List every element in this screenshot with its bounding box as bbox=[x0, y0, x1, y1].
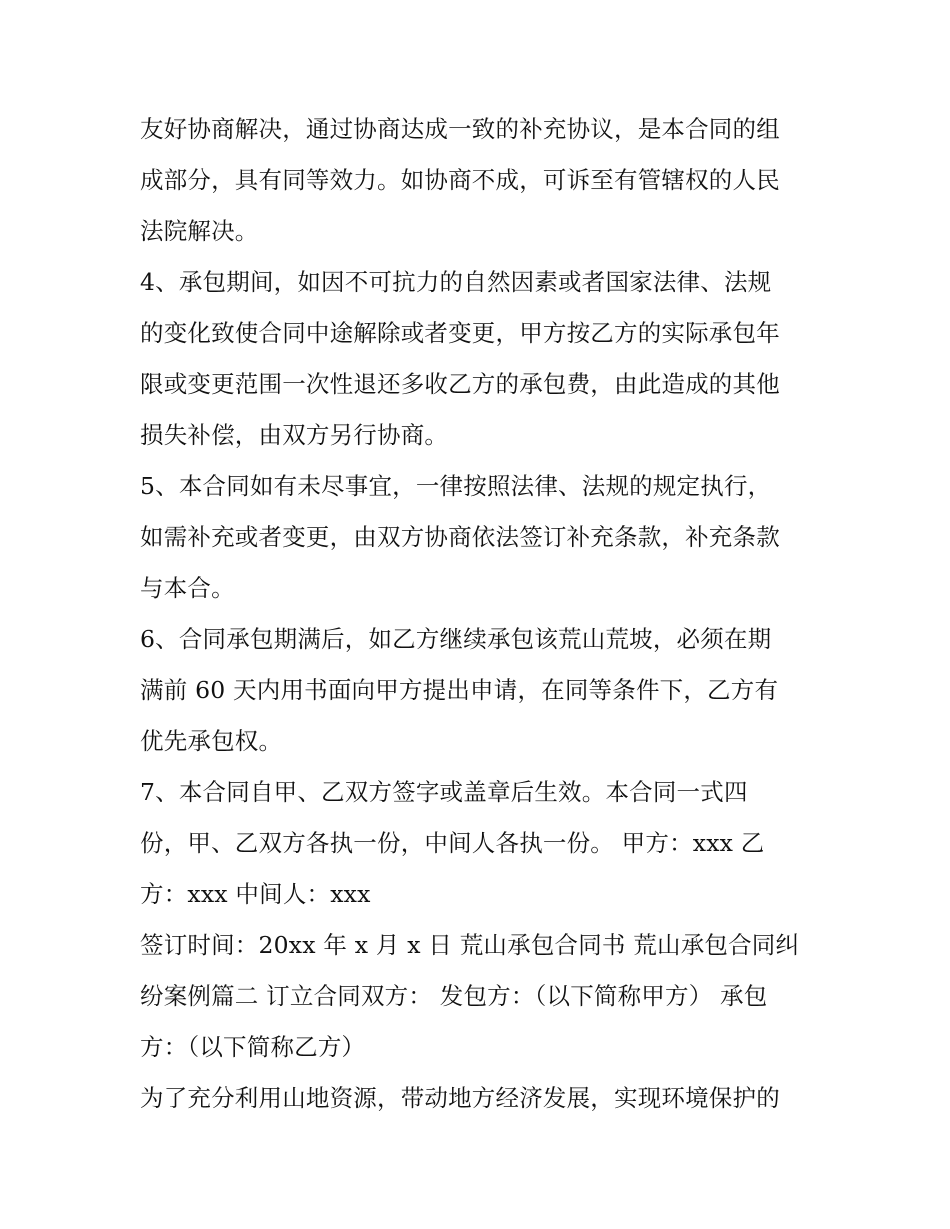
text-line: 方：xxx 中间人：xxx bbox=[140, 880, 371, 908]
text-line: 友好协商解决，通过协商达成一致的补充协议，是本合同的组 bbox=[140, 115, 780, 143]
text-line: 7、本合同自甲、乙双方签字或盖章后生效。本合同一式四 bbox=[140, 778, 748, 806]
text-line: 纷案例篇二 订立合同双方： 发包方：（以下简称甲方） 承包 bbox=[140, 982, 768, 1010]
text-line: 方：（以下简称乙方） bbox=[140, 1033, 366, 1061]
text-line: 6、合同承包期满后，如乙方继续承包该荒山荒坡，必须在期 bbox=[140, 625, 772, 653]
text-line: 如需补充或者变更，由双方协商依法签订补充条款，补充条款 bbox=[140, 523, 780, 551]
text-line: 满前 60 天内用书面向甲方提出申请，在同等条件下，乙方有 bbox=[140, 676, 779, 704]
text-line: 份，甲、乙双方各执一份，中间人各执一份。 甲方：xxx 乙 bbox=[140, 829, 765, 857]
text-line: 4、承包期间，如因不可抗力的自然因素或者国家法律、法规 bbox=[140, 268, 772, 296]
text-line: 法院解决。 bbox=[140, 217, 259, 245]
text-line: 签订时间：20xx 年 x 月 x 日 荒山承包合同书 荒山承包合同纠 bbox=[140, 931, 800, 959]
text-line: 成部分，具有同等效力。如协商不成，可诉至有管辖权的人民 bbox=[140, 166, 780, 194]
text-line: 5、本合同如有未尽事宜，一律按照法律、法规的规定执行， bbox=[140, 472, 772, 500]
text-line: 损失补偿，由双方另行协商。 bbox=[140, 421, 449, 449]
document-body bbox=[140, 104, 820, 1124]
text-line: 为了充分利用山地资源，带动地方经济发展，实现环境保护的 bbox=[140, 1084, 780, 1112]
text-line: 优先承包权。 bbox=[140, 727, 283, 755]
text-line: 的变化致使合同中途解除或者变更，甲方按乙方的实际承包年 bbox=[140, 319, 780, 347]
text-line: 限或变更范围一次性退还多收乙方的承包费，由此造成的其他 bbox=[140, 370, 780, 398]
text-line: 与本合。 bbox=[140, 574, 235, 602]
